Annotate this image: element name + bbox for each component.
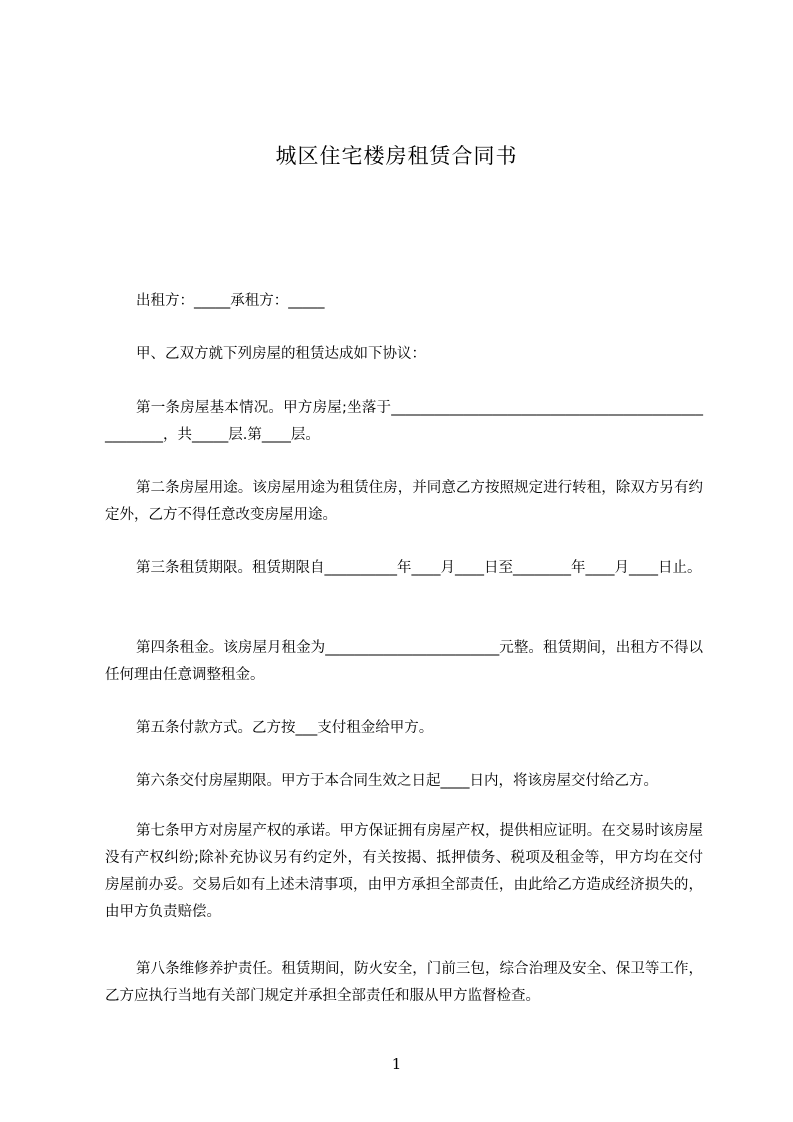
intro-paragraph: 甲、乙双方就下列房屋的租赁达成如下协议： <box>136 346 426 362</box>
article-1: 第一条房屋基本情况。甲方房屋;坐落于___________________________________________________，共_____层.第____层。 <box>105 400 703 443</box>
article-5: 第五条付款方式。乙方按___支付租金给甲方。 <box>136 720 434 736</box>
article-8: 第八条维修养护责任。租赁期间，防火安全，门前三包，综合治理及安全、保卫等工作，乙方应执行当地有关部门规定并承担全部责任和服从甲方监督检查。 <box>105 961 703 1004</box>
page-number: 1 <box>391 1055 402 1073</box>
document-title: 城区住宅楼房租赁合同书 <box>275 144 518 168</box>
article-7: 第七条甲方对房屋产权的承诺。甲方保证拥有房屋产权，提供相应证明。在交易时该房屋没有产权纠纷;除补充协议另有约定外，有关按揭、抵押债务、税项及租金等，甲方均在交付房屋前办妥。交易后如有上述未清事项，由甲方承担全部责任，由此给乙方造成经济损失的，由甲方负责赔偿。 <box>105 823 703 920</box>
article-6: 第六条交付房屋期限。甲方于本合同生效之日起____日内，将该房屋交付给乙方。 <box>136 773 658 789</box>
article-2: 第二条房屋用途。该房屋用途为租赁住房，并同意乙方按照规定进行转租，除双方另有约定外，乙方不得任意改变房屋用途。 <box>105 480 703 523</box>
parties-line: 出租方：_____承租方：_____ <box>136 293 325 309</box>
article-3: 第三条租赁期限。租赁期限自__________年____月____日至________年____月____日止。 <box>136 560 702 576</box>
article-4: 第四条租金。该房屋月租金为________________________元整。租赁期间，出租方不得以任何理由任意调整租金。 <box>105 640 703 683</box>
